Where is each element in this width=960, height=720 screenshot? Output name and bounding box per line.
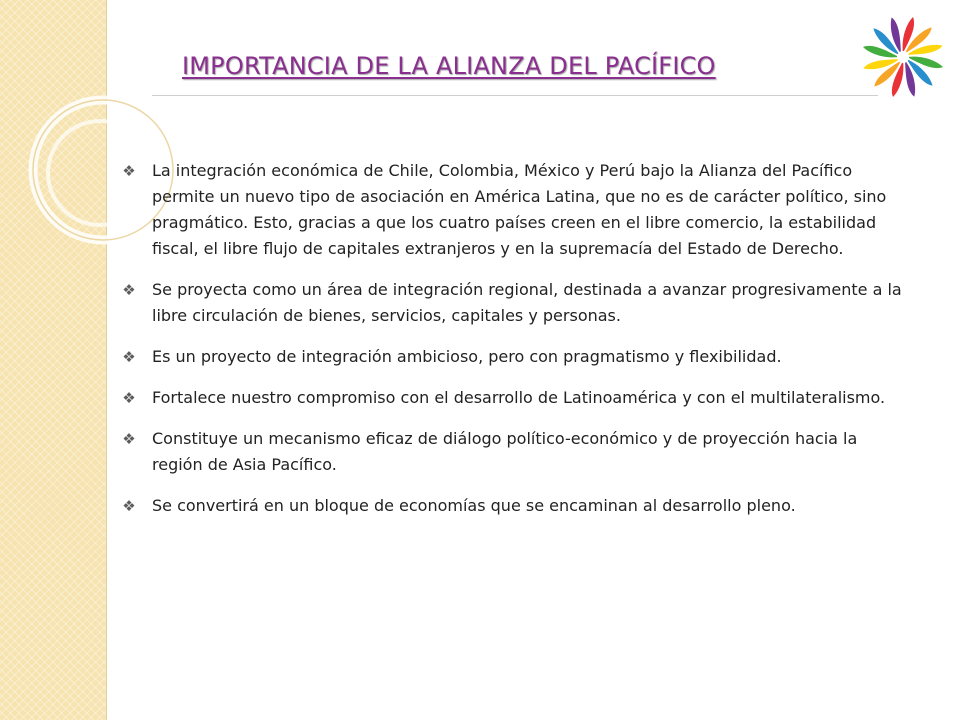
bullet-item bbox=[120, 344, 910, 370]
bullet-item bbox=[120, 493, 910, 519]
bullet-text: Constituye un mecanismo eficaz de diálogo político-económico y de proyección hacia la región de Asia Pacífico. bbox=[152, 429, 858, 474]
alianza-del-pacifico-logo-icon bbox=[858, 12, 948, 102]
diamond-bullet-icon: ❖ bbox=[122, 348, 136, 366]
bullet-text: Se proyecta como un área de integración regional, destinada a avanzar progresivamente a la libre circulación de bienes, servicios, capitales y personas. bbox=[152, 280, 902, 325]
bullet-text: Se convertirá en un bloque de economías que se encaminan al desarrollo pleno. bbox=[152, 496, 796, 515]
diamond-bullet-icon: ❖ bbox=[122, 281, 136, 299]
bullet-item bbox=[120, 158, 910, 262]
bullet-item bbox=[120, 277, 910, 329]
bullet-item bbox=[120, 385, 910, 411]
bullet-text: Fortalece nuestro compromiso con el desarrollo de Latinoamérica y con el multilateralismo. bbox=[152, 388, 886, 407]
slide-title: IMPORTANCIA DE LA ALIANZA DEL PACÍFICO bbox=[182, 52, 716, 80]
diamond-bullet-icon: ❖ bbox=[122, 497, 136, 515]
bullet-list bbox=[120, 158, 910, 534]
bullet-item bbox=[120, 426, 910, 478]
diamond-bullet-icon: ❖ bbox=[122, 389, 136, 407]
diamond-bullet-icon: ❖ bbox=[122, 430, 136, 448]
logo-center bbox=[897, 51, 909, 63]
bullet-text: La integración económica de Chile, Colombia, México y Perú bajo la Alianza del Pacífico permite un nuevo tipo de asociación en América Latina, que no es de carácter político, sino pragmático. Esto, gracias a que los cuatro países creen en el libre comercio, la estabilidad fiscal, el libre flujo de capitales extranjeros y en la supremacía del Estado de Derecho. bbox=[152, 161, 887, 258]
bullet-text: Es un proyecto de integración ambicioso, pero con pragmatismo y flexibilidad. bbox=[152, 347, 782, 366]
diamond-bullet-icon: ❖ bbox=[122, 162, 136, 180]
title-divider bbox=[152, 95, 878, 96]
